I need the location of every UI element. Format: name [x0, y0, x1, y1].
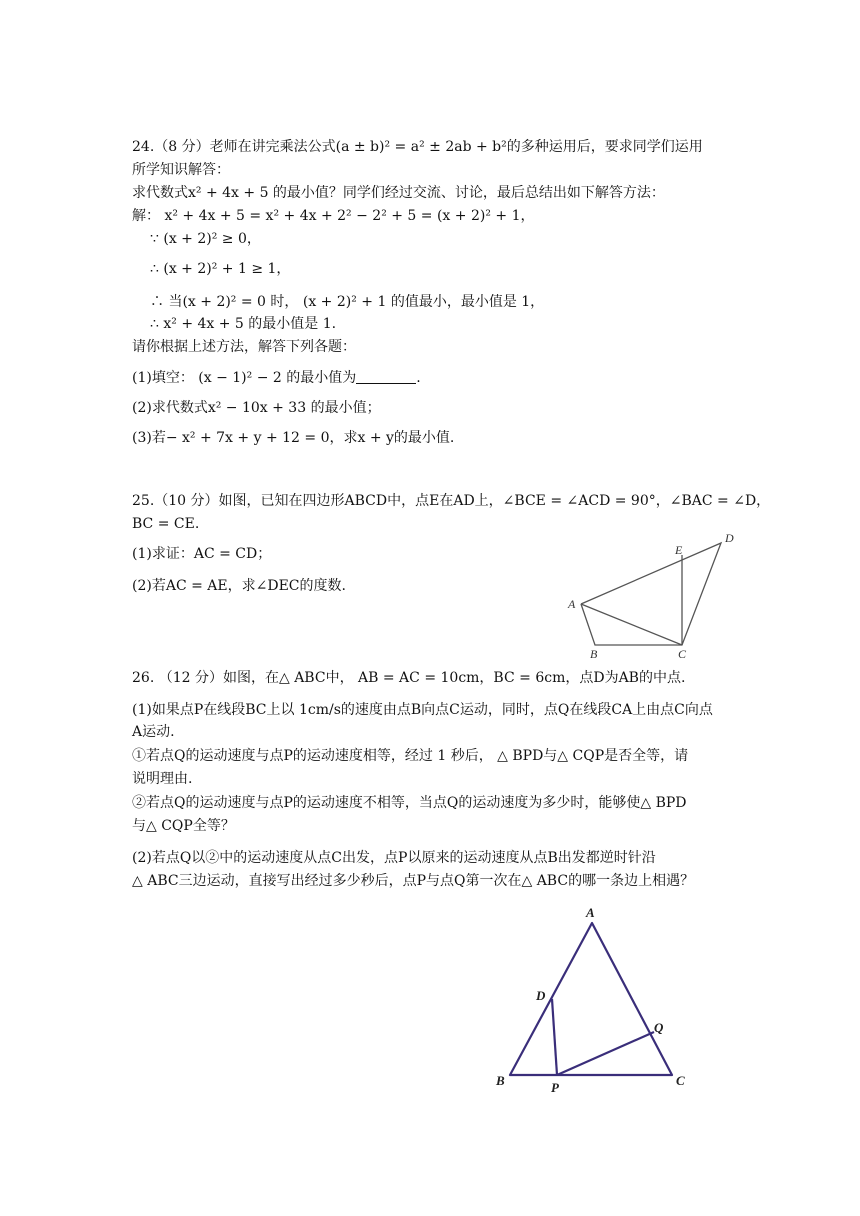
label-b: B	[496, 1073, 505, 1088]
quadrilateral-outline	[581, 543, 721, 645]
segment-dp	[552, 999, 557, 1075]
q26-figure	[490, 900, 700, 1100]
q24-line-1: 24.（8 分）老师在讲完乘法公式(a ± b)² = a² ± 2ab + b²的多种运用后，要求同学们运用	[132, 139, 703, 155]
label-d: D	[725, 531, 734, 545]
q24-line-2: 所学知识解答：	[132, 162, 230, 178]
q25-line-3: (1)求证：AC = CD；	[132, 546, 272, 562]
q26-line-8: (2)若点Q以②中的运动速度从点C出发，点P以原来的运动速度从点B出发都逆时针沿	[132, 850, 656, 866]
q24-line-4: 解： x² + 4x + 5 = x² + 4x + 2² − 2² + 5 = (x + 2)² + 1，	[132, 208, 535, 224]
q24-line-5: ∵ (x + 2)² ≥ 0，	[150, 231, 261, 247]
q24-line-9: 请你根据上述方法，解答下列各题：	[132, 339, 356, 355]
q24-fill-question: (1)填空： (x − 1)² − 2 的最小值为	[132, 370, 357, 386]
answer-blank	[356, 369, 416, 384]
q26-line-1: 26. （12 分）如图，在△ ABC中， AB = AC = 10cm，BC = 6cm，点D为AB的中点.	[132, 670, 686, 686]
label-c: C	[676, 1073, 685, 1088]
q24-line-10	[132, 368, 421, 388]
q24-line-6: ∴ (x + 2)² + 1 ≥ 1，	[150, 261, 291, 277]
q24-line-11: (2)求代数式x² − 10x + 33 的最小值；	[132, 400, 381, 416]
q24-line-12: (3)若− x² + 7x + y + 12 = 0，求x + y的最小值.	[132, 430, 455, 446]
q26-line-6: ②若点Q的运动速度与点P的运动速度不相等，当点Q的运动速度为多少时，能够使△ BPD	[132, 795, 687, 811]
label-d: D	[536, 988, 546, 1003]
q25-line-2: BC = CE.	[132, 516, 200, 532]
label-b: B	[590, 647, 598, 660]
diagonal-ac	[581, 604, 682, 645]
q24-line-3: 求代数式x² + 4x + 5 的最小值？同学们经过交流、讨论，最后总结出如下解答方法：	[132, 185, 665, 201]
q24-line-7: ∴ 当(x + 2)² = 0 时， (x + 2)² + 1 的值最小，最小值是 1，	[150, 294, 545, 310]
q24-fill-suffix: .	[416, 370, 421, 386]
q26-line-7: 与△ CQP全等？	[132, 818, 235, 834]
label-p: P	[551, 1080, 559, 1095]
segment-pq	[557, 1032, 654, 1075]
q26-line-5: 说明理由.	[132, 771, 193, 787]
triangle-abc	[510, 923, 672, 1075]
q25-line-1: 25.（10 分）如图，已知在四边形ABCD中，点E在AD上，∠BCE = ∠ACD = 90°，∠BAC = ∠D，	[132, 493, 771, 509]
q26-line-2: (1)如果点P在线段BC上以 1cm/s的速度由点B向点C运动，同时，点Q在线段CA上由点C向点	[132, 702, 713, 718]
label-e: E	[675, 543, 683, 557]
label-q: Q	[654, 1020, 664, 1035]
label-c: C	[678, 647, 687, 660]
q24-line-8: ∴ x² + 4x + 5 的最小值是 1.	[150, 316, 337, 332]
q25-line-4: (2)若AC = AE，求∠DEC的度数.	[132, 578, 346, 594]
q26-line-3: A运动.	[132, 724, 175, 740]
label-a: A	[586, 905, 595, 920]
q25-figure	[560, 528, 750, 660]
q26-line-9: △ ABC三边运动，直接写出经过多少秒后，点P与点Q第一次在△ ABC的哪一条边上相遇？	[132, 873, 695, 889]
q26-line-4: ①若点Q的运动速度与点P的运动速度相等，经过 1 秒后， △ BPD与△ CQP是否全等，请	[132, 748, 689, 764]
label-a: A	[568, 597, 576, 611]
